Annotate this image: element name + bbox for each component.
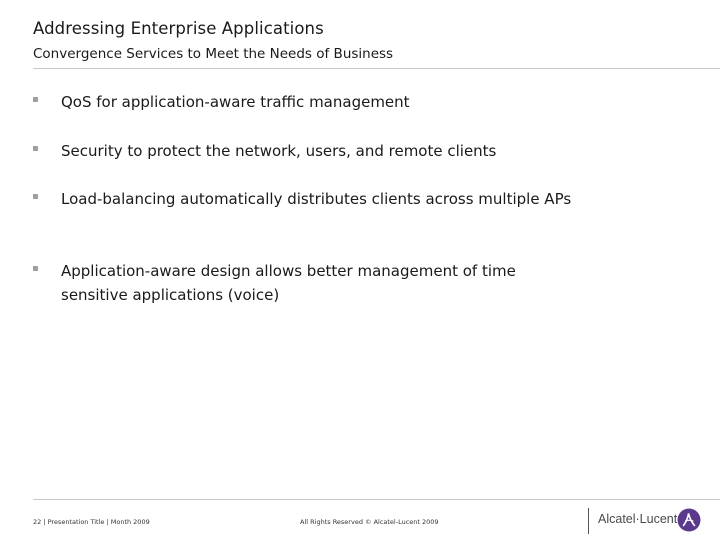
slide-title: Addressing Enterprise Applications	[33, 19, 324, 38]
bullet-marker	[33, 194, 38, 199]
footer-copyright: All Rights Reserved © Alcatel-Lucent 2009	[300, 518, 439, 526]
title-divider	[33, 68, 720, 69]
bullet-text: Security to protect the network, users, and remote clients	[61, 142, 497, 160]
logo-divider	[588, 508, 589, 534]
footer-divider	[33, 499, 720, 500]
bullet-marker	[33, 146, 38, 151]
bullet-marker	[33, 97, 38, 102]
bullet-marker	[33, 266, 38, 271]
slide-subtitle: Convergence Services to Meet the Needs of Business	[33, 46, 394, 62]
bullet-text: QoS for application-aware traffic management	[61, 93, 410, 111]
footer-page-info: 22 | Presentation Title | Month 2009	[33, 518, 150, 526]
logo-text: Alcatel·Lucent	[598, 512, 678, 526]
bullet-text: Application-aware design allows better management of time sensitive applications (voice)	[61, 262, 516, 304]
alcatel-lucent-logo-icon	[677, 508, 701, 532]
bullet-text: Load-balancing automatically distributes clients across multiple APs	[61, 190, 572, 208]
